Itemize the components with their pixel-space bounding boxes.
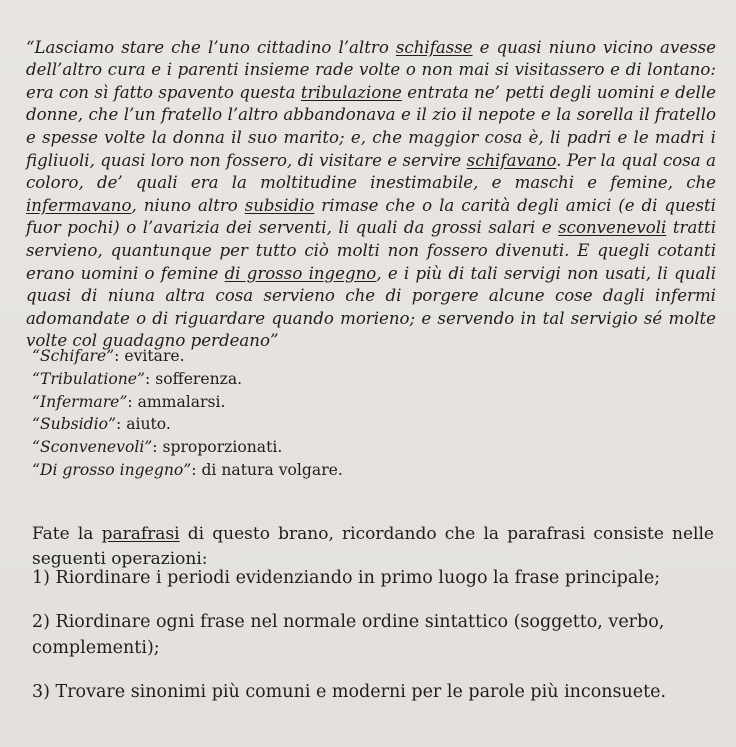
glossary xyxy=(32,345,692,482)
step-item: 3) Trovare sinonimi più comuni e moderni per le parole più inconsuete. xyxy=(32,682,667,702)
glossary-term: “Di grosso ingegno” xyxy=(32,460,192,479)
underlined-word-tribulazione: tribulazione xyxy=(300,82,402,102)
glossary-definition: : evitare. xyxy=(114,347,185,365)
underlined-word-sconvenevoli: sconvenevoli xyxy=(558,218,667,238)
passage-text: , niuno altro xyxy=(131,195,245,215)
boccaccio-passage xyxy=(26,37,716,353)
underlined-word-parafrasi: parafrasi xyxy=(101,524,180,544)
glossary-term: “Sconvenevoli” xyxy=(32,438,153,457)
underlined-word-subsidio: subsidio xyxy=(244,195,315,215)
passage-text: tratti servieno, quantunque per tutto ciò molti non fossero divenuti. E quegli cotanti erano uomini o femine xyxy=(26,218,717,283)
passage-text: “Lasciamo stare che l’uno cittadino l’altro xyxy=(26,37,396,57)
glossary-term: “Infermare” xyxy=(32,392,128,411)
passage-text: entrata ne’ petti degli uomini e delle donne, che l’un fratello l’altro abbandonava e il zio il nepote e la sorella il fratello e spesse volte la donna il suo marito; e, che maggior cosa è, li padri e le madri i figliuoli, quasi loro non fossero, di visitare e servire xyxy=(26,82,716,170)
passage-text: . Per la qual cosa a coloro, de’ quali era la moltitudine inestimabile, e maschi e femine, che xyxy=(26,150,716,193)
instructions-text: Fate la xyxy=(32,524,102,544)
instructions-text: di questo brano, ricordando che la parafrasi consiste nelle seguenti operazioni: xyxy=(32,524,714,569)
glossary-item xyxy=(32,391,692,414)
glossary-item xyxy=(32,459,692,482)
glossary-definition: : di natura volgare. xyxy=(191,460,343,479)
glossary-definition: : aiuto. xyxy=(116,415,171,434)
underlined-word-schifavano: schifavano xyxy=(466,150,557,170)
glossary-term: “Schifare” xyxy=(32,347,115,365)
glossary-term: “Subsidio” xyxy=(32,415,116,434)
glossary-item xyxy=(32,368,692,391)
underlined-phrase-di-grosso-ingegno: di grosso ingegno xyxy=(224,263,377,283)
glossary-item xyxy=(32,436,692,459)
glossary-item xyxy=(32,413,692,436)
underlined-word-schifasse: schifasse xyxy=(395,37,473,57)
passage-text: rimase che o la carità degli amici (e di questi fuor pochi) o l’avarizia dei serventi, li quali da grossi salari e xyxy=(26,195,716,238)
glossary-definition: : sofferenza. xyxy=(145,369,243,388)
glossary-definition: : ammalarsi. xyxy=(127,392,226,411)
glossary-item xyxy=(32,345,692,368)
glossary-term: “Tribulatione” xyxy=(32,369,146,388)
underlined-word-infermavano: infermavano xyxy=(26,195,132,215)
glossary-definition: : sproporzionati. xyxy=(152,438,283,457)
steps-list xyxy=(32,565,722,723)
step-item: 2) Riordinare ogni frase nel normale ordine sintattico (soggetto, verbo, complementi); xyxy=(32,612,665,658)
passage-text: e quasi niuno vicino avesse dell’altro cura e i parenti insieme rade volte o non mai si visitassero e di lontano: era con sì fatto spavento questa xyxy=(26,37,716,102)
step-item: 1) Riordinare i periodi evidenziando in primo luogo la frase principale; xyxy=(32,568,661,588)
passage-text: , e i più di tali servigi non usati, li quali quasi di niuna altra cosa servieno che di porgere alcune cose dagli infermi adomandate o di riguardare quando morieno; e servendo in tal servigio sé molte volte col guadagno perdeano” xyxy=(26,263,716,351)
